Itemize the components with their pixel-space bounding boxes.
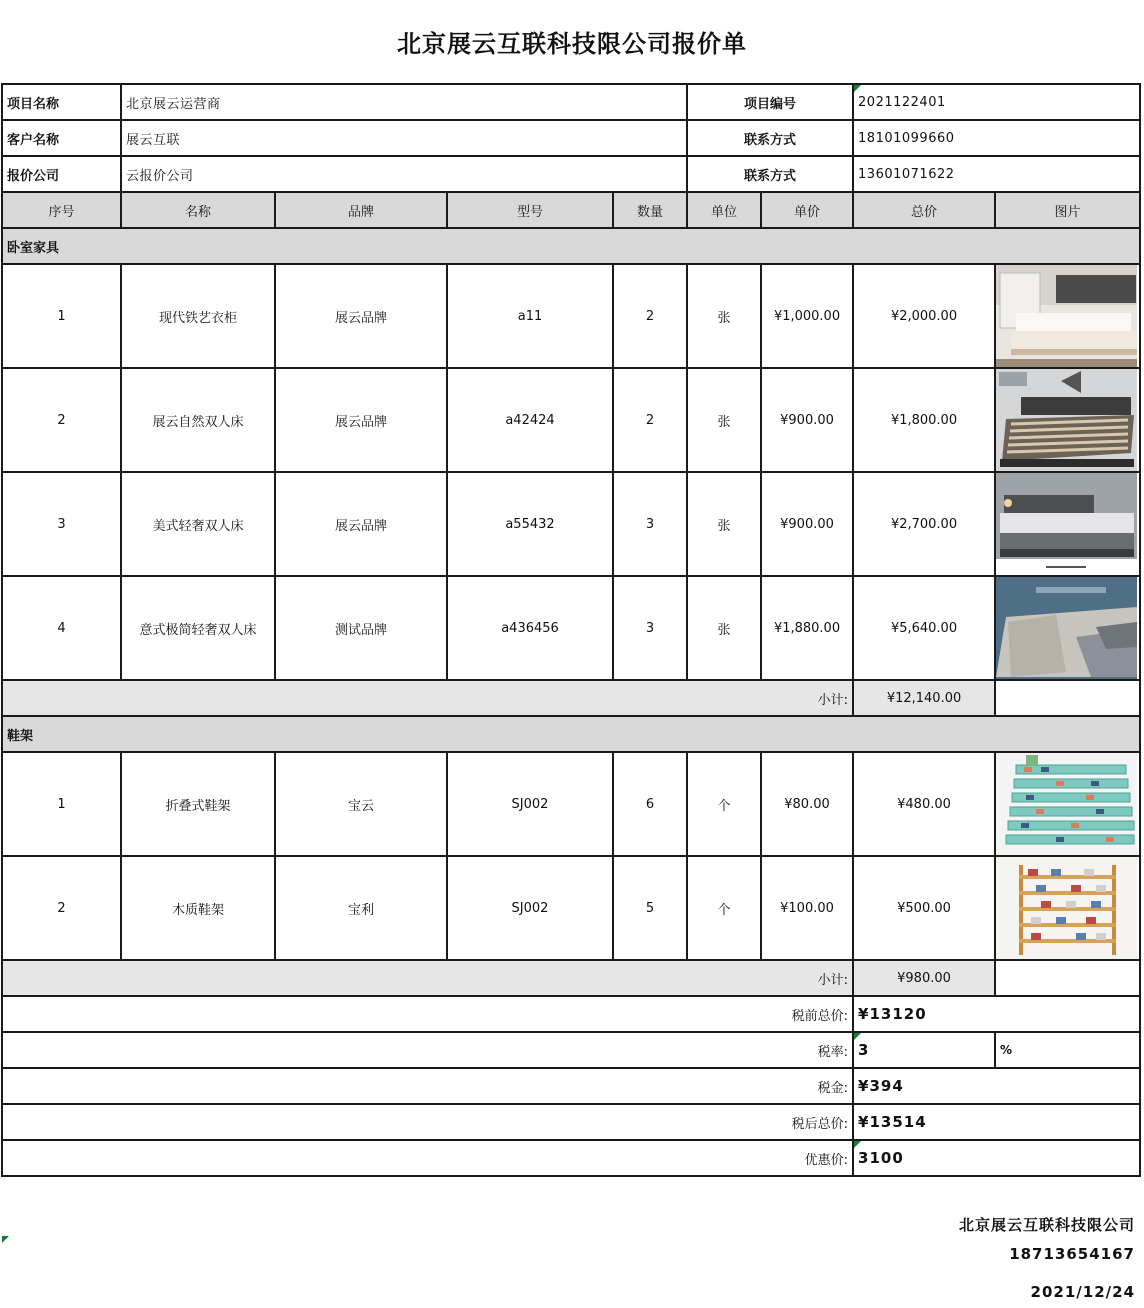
item-name[interactable]: 意式极简轻奢双人床: [121, 576, 275, 680]
item-brand[interactable]: 展云品牌: [275, 368, 447, 472]
cell-marker: [2, 1236, 9, 1243]
table-row: [2, 856, 1140, 960]
contact2-cell[interactable]: 13601071622: [853, 156, 1140, 192]
category-name: 鞋架: [2, 716, 1140, 752]
subtotal-blank[interactable]: [995, 960, 1140, 996]
item-price[interactable]: ¥1,000.00: [761, 264, 853, 368]
customer-label: 客户名称: [2, 120, 121, 156]
project-name-label: 项目名称: [2, 84, 121, 120]
item-brand[interactable]: 宝利: [275, 856, 447, 960]
category-name: 卧室家具: [2, 228, 1140, 264]
cell-marker: [854, 85, 861, 92]
footer-phone: 18713654167: [1009, 1245, 1135, 1263]
item-total[interactable]: ¥2,000.00: [853, 264, 995, 368]
item-name[interactable]: 展云自然双人床: [121, 368, 275, 472]
item-model[interactable]: a436456: [447, 576, 613, 680]
item-price[interactable]: ¥1,880.00: [761, 576, 853, 680]
item-no[interactable]: 4: [2, 576, 121, 680]
item-qty[interactable]: 6: [613, 752, 687, 856]
project-name-cell[interactable]: 北京展云运营商: [121, 84, 687, 120]
item-no[interactable]: 1: [2, 752, 121, 856]
item-model[interactable]: a11: [447, 264, 613, 368]
col-header-brand: 品牌: [275, 192, 447, 228]
item-qty[interactable]: 2: [613, 264, 687, 368]
item-price[interactable]: ¥80.00: [761, 752, 853, 856]
item-no[interactable]: 2: [2, 368, 121, 472]
subtotal-blank[interactable]: [995, 680, 1140, 716]
footer-company: 北京展云互联科技限公司: [958, 1216, 1135, 1234]
col-header-name: 名称: [121, 192, 275, 228]
item-model[interactable]: SJ002: [447, 856, 613, 960]
info-row-company: [2, 156, 1140, 192]
info-row-project: [2, 84, 1140, 120]
col-header-qty: 数量: [613, 192, 687, 228]
customer-cell[interactable]: 展云互联: [121, 120, 687, 156]
tax-label: 税金:: [2, 1068, 853, 1104]
grey-bed-photo: [996, 473, 1137, 575]
teal-shoe-rack-photo: [996, 753, 1137, 855]
cell-marker: [854, 1033, 861, 1040]
company-label: 报价公司: [2, 156, 121, 192]
item-qty[interactable]: 2: [613, 368, 687, 472]
item-qty[interactable]: 3: [613, 472, 687, 576]
subtotal-value[interactable]: ¥12,140.00: [853, 680, 995, 716]
item-price[interactable]: ¥100.00: [761, 856, 853, 960]
category-row-shoe-rack: [2, 716, 1140, 752]
item-total[interactable]: ¥1,800.00: [853, 368, 995, 472]
subtotal-row-bedroom: [2, 680, 1140, 716]
item-unit[interactable]: 个: [687, 856, 761, 960]
item-image-cell[interactable]: [995, 752, 1140, 856]
item-name[interactable]: 木质鞋架: [121, 856, 275, 960]
item-brand[interactable]: 展云品牌: [275, 264, 447, 368]
quote-sheet: [1, 83, 1141, 1177]
table-row: [2, 576, 1140, 680]
item-qty[interactable]: 3: [613, 576, 687, 680]
table-row: [2, 368, 1140, 472]
subtotal-value[interactable]: ¥980.00: [853, 960, 995, 996]
tax-value[interactable]: ¥394: [853, 1068, 1140, 1104]
contact-label: 联系方式: [687, 120, 853, 156]
table-row: [2, 752, 1140, 856]
table-row: [2, 264, 1140, 368]
company-cell[interactable]: 云报价公司: [121, 156, 687, 192]
summary-row-discount: [2, 1140, 1140, 1176]
item-unit[interactable]: 张: [687, 576, 761, 680]
column-header-row: [2, 192, 1140, 228]
info-row-customer: [2, 120, 1140, 156]
summary-row-rate: [2, 1032, 1140, 1068]
item-price[interactable]: ¥900.00: [761, 368, 853, 472]
aftertax-label: 税后总价:: [2, 1104, 853, 1140]
headboard-photo: [996, 577, 1137, 679]
item-image-cell[interactable]: [995, 472, 1140, 576]
item-name[interactable]: 折叠式鞋架: [121, 752, 275, 856]
bamboo-shoe-rack-photo: [996, 857, 1137, 959]
item-image-cell[interactable]: [995, 264, 1140, 368]
pretax-label: 税前总价:: [2, 996, 853, 1032]
rate-value: 3: [858, 1041, 870, 1059]
item-unit[interactable]: 张: [687, 368, 761, 472]
contact2-label: 联系方式: [687, 156, 853, 192]
subtotal-label: 小计:: [2, 960, 853, 996]
item-model[interactable]: SJ002: [447, 752, 613, 856]
item-total[interactable]: ¥480.00: [853, 752, 995, 856]
cell-marker: [854, 1141, 861, 1148]
item-unit[interactable]: 个: [687, 752, 761, 856]
item-total[interactable]: ¥5,640.00: [853, 576, 995, 680]
col-header-no: 序号: [2, 192, 121, 228]
summary-row-pretax: [2, 996, 1140, 1032]
item-total[interactable]: ¥2,700.00: [853, 472, 995, 576]
quote-title: 北京展云互联科技限公司报价单: [397, 30, 747, 58]
project-no-value: 2021122401: [858, 94, 946, 110]
project-no-cell[interactable]: [853, 84, 1140, 120]
item-no[interactable]: 2: [2, 856, 121, 960]
item-image-cell[interactable]: [995, 576, 1140, 680]
discount-label: 优惠价:: [2, 1140, 853, 1176]
item-name[interactable]: 现代铁艺衣柜: [121, 264, 275, 368]
subtotal-row-shoe-rack: [2, 960, 1140, 996]
rate-label: 税率:: [2, 1032, 853, 1068]
summary-row-aftertax: [2, 1104, 1140, 1140]
contact-cell[interactable]: 18101099660: [853, 120, 1140, 156]
col-header-unit: 单位: [687, 192, 761, 228]
item-qty[interactable]: 5: [613, 856, 687, 960]
rate-unit[interactable]: %: [995, 1032, 1140, 1068]
item-model[interactable]: a55432: [447, 472, 613, 576]
project-no-label: 项目编号: [687, 84, 853, 120]
col-header-image: 图片: [995, 192, 1140, 228]
aftertax-value[interactable]: ¥13514: [853, 1104, 1140, 1140]
item-brand[interactable]: 测试品牌: [275, 576, 447, 680]
table-row: [2, 472, 1140, 576]
col-header-total: 总价: [853, 192, 995, 228]
item-unit[interactable]: 张: [687, 264, 761, 368]
item-model[interactable]: a42424: [447, 368, 613, 472]
col-header-price: 单价: [761, 192, 853, 228]
footer-date: 2021/12/24: [1030, 1283, 1135, 1301]
item-image-cell[interactable]: [995, 368, 1140, 472]
item-unit[interactable]: 张: [687, 472, 761, 576]
item-name[interactable]: 美式轻奢双人床: [121, 472, 275, 576]
col-header-model: 型号: [447, 192, 613, 228]
category-row-bedroom: [2, 228, 1140, 264]
item-brand[interactable]: 宝云: [275, 752, 447, 856]
item-image-cell[interactable]: [995, 856, 1140, 960]
subtotal-label: 小计:: [2, 680, 853, 716]
item-no[interactable]: 3: [2, 472, 121, 576]
item-no[interactable]: 1: [2, 264, 121, 368]
rate-cell[interactable]: [853, 1032, 995, 1068]
discount-value: 3100: [858, 1149, 904, 1167]
item-price[interactable]: ¥900.00: [761, 472, 853, 576]
summary-row-tax: [2, 1068, 1140, 1104]
slatted-bed-photo: [996, 369, 1137, 471]
item-total[interactable]: ¥500.00: [853, 856, 995, 960]
item-brand[interactable]: 展云品牌: [275, 472, 447, 576]
white-bed-photo: [996, 265, 1137, 367]
discount-cell[interactable]: [853, 1140, 1140, 1176]
pretax-value[interactable]: ¥13120: [853, 996, 1140, 1032]
